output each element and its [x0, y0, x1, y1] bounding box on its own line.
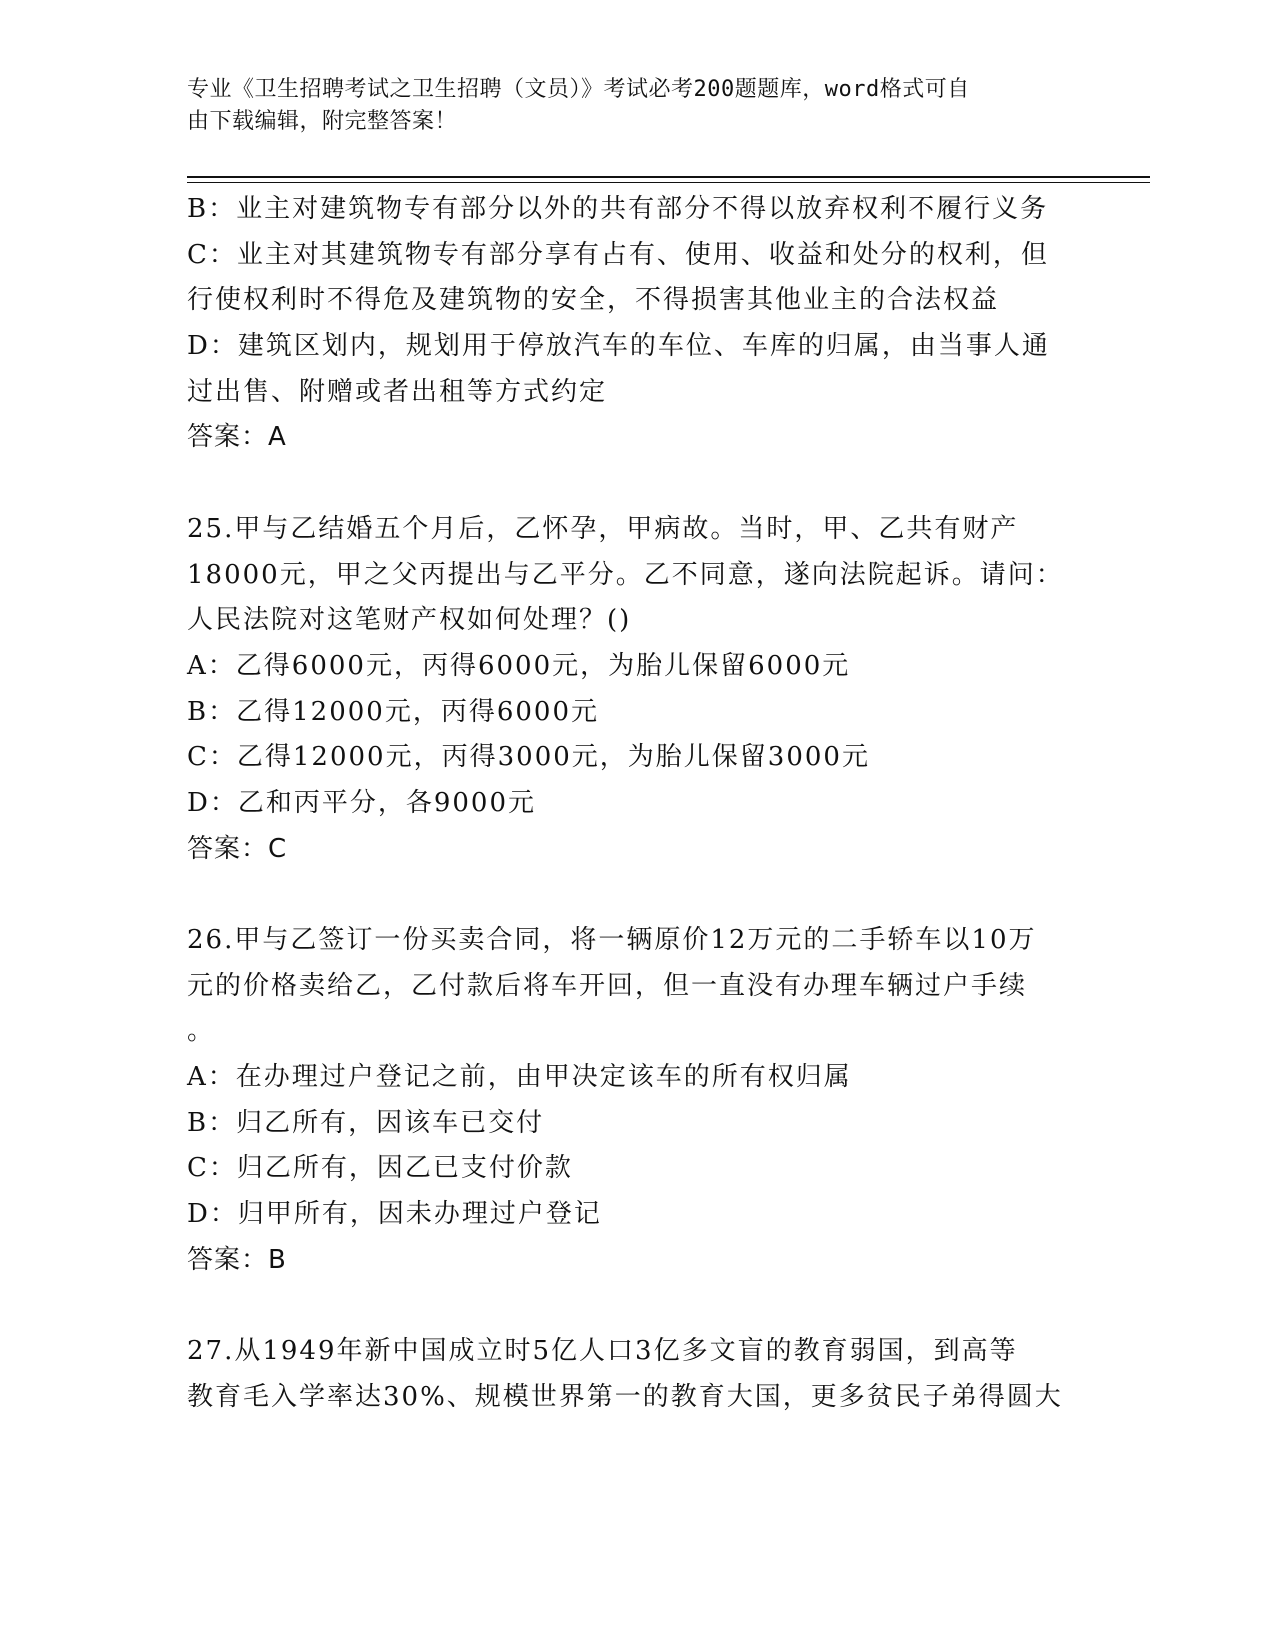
option-line: B：乙得12000元，丙得6000元	[187, 696, 599, 727]
block-spacer	[187, 872, 1087, 918]
option-line: A：在办理过户登记之前，由甲决定该车的所有权归属	[187, 1062, 852, 1093]
option-line: 过出售、附赠或者出租等方式约定	[187, 376, 608, 407]
question-line: 。	[187, 1016, 216, 1047]
answer-line: 答案：A	[187, 422, 287, 453]
document-body	[187, 187, 1087, 1421]
answer-line: 答案：B	[187, 1244, 287, 1275]
option-line: D：乙和丙平分，各9000元	[187, 787, 537, 818]
option-line: B：业主对建筑物专有部分以外的共有部分不得以放弃权利不履行义务	[187, 194, 1049, 224]
option-line: C：乙得12000元，丙得3000元，为胎儿保留3000元	[187, 742, 870, 773]
answer-line: 答案：C	[187, 833, 288, 864]
header-line-1: 专业《卫生招聘考试之卫生招聘（文员）》考试必考200题题库，word格式可自	[187, 77, 970, 102]
option-line: D：归甲所有，因未办理过户登记	[187, 1199, 602, 1230]
question-block	[187, 187, 1087, 461]
question-block	[187, 507, 1087, 873]
question-line: 25.甲与乙结婚五个月后，乙怀孕，甲病故。当时，甲、乙共有财产	[187, 513, 1019, 544]
question-line: 元的价格卖给乙，乙付款后将车开回，但一直没有办理车辆过户手续	[187, 970, 1028, 1001]
header-rule-thick	[187, 176, 1150, 178]
question-line: 人民法院对这笔财产权如何处理？()	[187, 605, 632, 636]
header-rule-thin	[187, 182, 1150, 183]
option-line: 行使权利时不得危及建筑物的安全，不得损害其他业主的合法权益	[187, 285, 1000, 316]
block-spacer	[187, 1284, 1087, 1330]
question-line: 18000元，甲之父丙提出与乙平分。乙不同意，遂向法院起诉。请问：	[187, 559, 1064, 590]
question-block	[187, 918, 1087, 1284]
question-line: 26.甲与乙签订一份买卖合同，将一辆原价12万元的二手轿车以10万	[187, 925, 1037, 955]
document-header	[187, 74, 1087, 138]
option-line: C：归乙所有，因乙已支付价款	[187, 1153, 573, 1184]
question-line: 教育毛入学率达30%、规模世界第一的教育大国，更多贫民子弟得圆大	[187, 1381, 1063, 1412]
question-block	[187, 1329, 1087, 1420]
option-line: B：归乙所有，因该车已交付	[187, 1107, 545, 1138]
question-line: 27.从1949年新中国成立时5亿人口3亿多文盲的教育弱国，到高等	[187, 1336, 1018, 1367]
block-spacer	[187, 461, 1087, 507]
option-line: A：乙得6000元，丙得6000元，为胎儿保留6000元	[187, 650, 851, 681]
option-line: D：建筑区划内，规划用于停放汽车的车位、车库的归属，由当事人通	[187, 331, 1050, 362]
option-line: C：业主对其建筑物专有部分享有占有、使用、收益和处分的权利，但	[187, 239, 1049, 270]
header-line-2: 由下载编辑，附完整答案！	[187, 109, 458, 134]
